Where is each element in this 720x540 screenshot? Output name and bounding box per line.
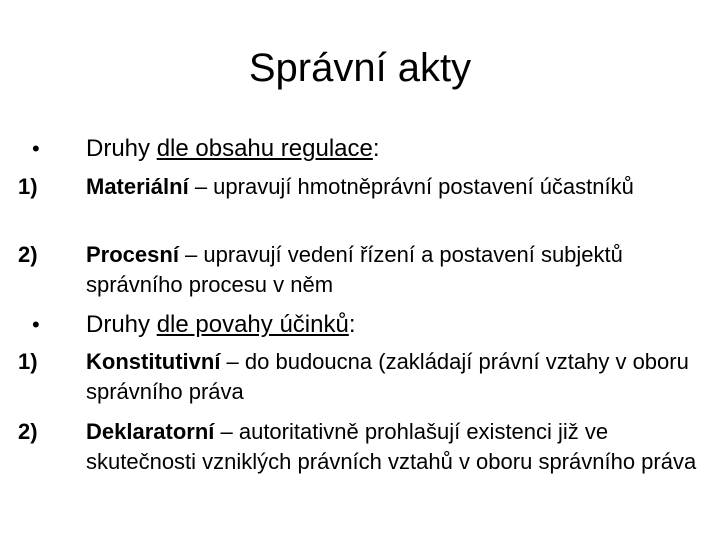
bullet-marker: •	[32, 312, 40, 337]
item-text	[86, 347, 701, 407]
bullet-suffix: :	[372, 135, 380, 162]
bullet-prefix: Druhy	[86, 311, 157, 338]
item-term: Deklaratorní	[86, 419, 215, 444]
bullet-underlined-text: dle povahy účinků	[156, 311, 349, 338]
item-text	[86, 172, 701, 202]
item-number: 1)	[18, 174, 38, 199]
bullet-suffix: :	[348, 311, 356, 338]
item-term: Materiální	[86, 174, 189, 199]
bullet-text	[86, 134, 701, 164]
bullet-underlined-text: dle obsahu regulace	[156, 135, 373, 162]
item-term: Konstitutivní	[86, 349, 221, 374]
item-text	[86, 417, 701, 477]
item-number: 1)	[18, 349, 38, 374]
item-number: 2)	[18, 419, 38, 444]
item-number: 2)	[18, 242, 38, 267]
bullet-text	[86, 310, 701, 340]
item-description: – upravují vedení řízení a postavení subjektů správního procesu v něm	[86, 242, 623, 297]
item-term: Procesní	[86, 242, 179, 267]
slide-title: Správní akty	[248, 46, 472, 90]
item-description: – autoritativně prohlašují existenci již ve skutečnosti vzniklých právních vztahů v oboru správního práva	[86, 419, 697, 474]
item-description: – upravují hmotněprávní postavení účastníků	[188, 174, 634, 199]
bullet-prefix: Druhy	[86, 135, 157, 162]
item-description: – do budoucna (zakládají právní vztahy v oboru správního práva	[86, 349, 689, 404]
bullet-marker: •	[32, 136, 40, 161]
item-text	[86, 240, 701, 300]
